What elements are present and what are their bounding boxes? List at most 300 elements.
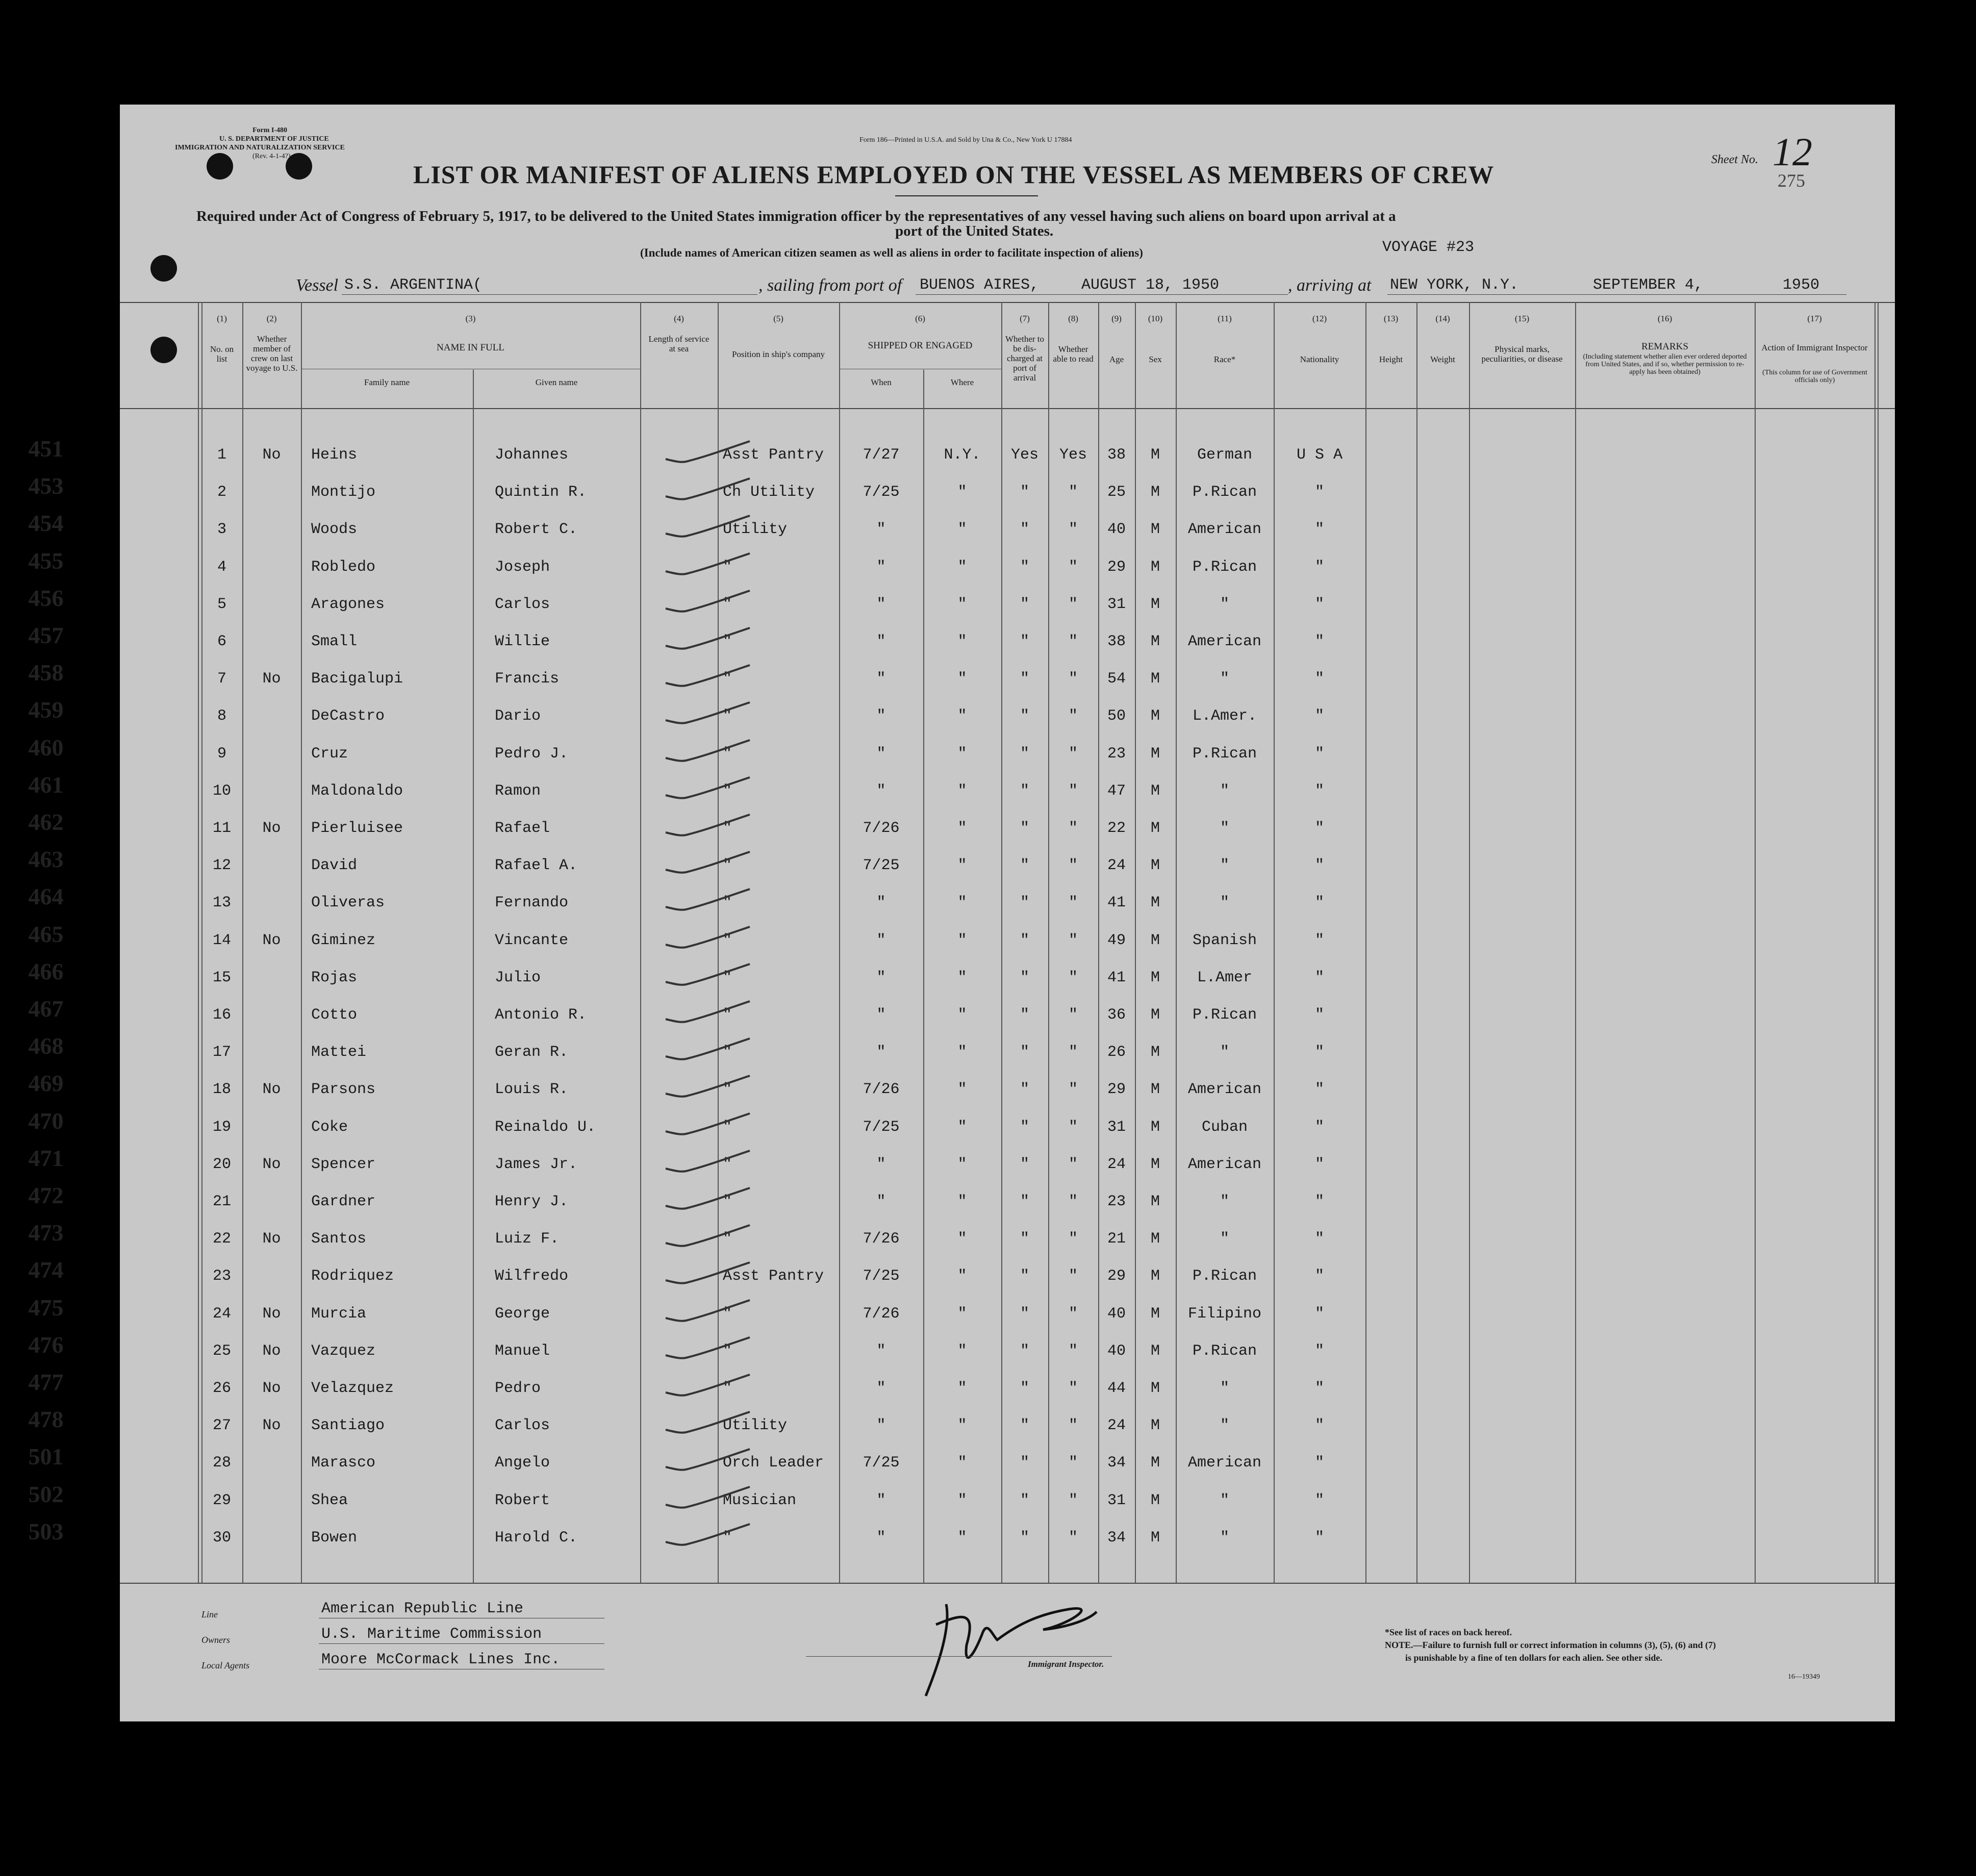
cell-family: Woods bbox=[311, 521, 358, 539]
handwritten-line-number: 453 bbox=[28, 473, 64, 499]
cell-where: " bbox=[957, 1454, 967, 1472]
cell-family: DeCastro bbox=[311, 707, 385, 725]
cell-family: Cotto bbox=[311, 1006, 358, 1024]
cell-no: 4 bbox=[217, 558, 226, 576]
cell-given: Angelo bbox=[495, 1454, 550, 1472]
cell-given: Fernando bbox=[495, 894, 569, 912]
col1-number: (1) bbox=[217, 314, 227, 323]
col12-header: Nationality bbox=[1300, 354, 1339, 364]
pencil-check-mark bbox=[655, 1108, 757, 1139]
cell-nat: " bbox=[1314, 1454, 1324, 1472]
cell-where: " bbox=[957, 1193, 967, 1210]
cell-family: Bacigalupi bbox=[311, 670, 403, 688]
inspector-label: Immigrant Inspector. bbox=[1028, 1659, 1104, 1669]
cell-nat: " bbox=[1314, 969, 1324, 986]
cell-given: Dario bbox=[495, 707, 541, 725]
cell-read: " bbox=[1068, 1230, 1078, 1248]
cell-family: Shea bbox=[311, 1491, 348, 1509]
handwritten-line-number: 451 bbox=[28, 436, 64, 462]
cell-family: Parsons bbox=[311, 1081, 376, 1099]
cell-no: 25 bbox=[212, 1342, 231, 1360]
cell-sex: M bbox=[1150, 1230, 1160, 1248]
cell-family: Vazquez bbox=[311, 1342, 376, 1360]
cell-when: " bbox=[876, 1155, 886, 1173]
cell-read: " bbox=[1068, 1417, 1078, 1435]
voyage-number: VOYAGE #23 bbox=[1382, 239, 1475, 256]
cell-where: " bbox=[957, 1267, 967, 1285]
cell-nat: " bbox=[1314, 1417, 1324, 1435]
table-row bbox=[28, 1257, 1895, 1299]
col1-header: No. on list bbox=[210, 344, 234, 364]
cell-no: 3 bbox=[217, 521, 226, 539]
handwritten-line-number: 503 bbox=[28, 1518, 64, 1544]
cell-race: " bbox=[1220, 1380, 1229, 1397]
cell-position: " bbox=[723, 1193, 732, 1210]
cell-nat: " bbox=[1314, 1305, 1324, 1323]
handwritten-line-number: 464 bbox=[28, 883, 64, 910]
cell-when: " bbox=[876, 1529, 886, 1547]
table-row bbox=[28, 1033, 1895, 1075]
cell-given: Henry J. bbox=[495, 1193, 569, 1210]
cell-position: " bbox=[723, 1529, 732, 1547]
cell-family: Mattei bbox=[311, 1044, 367, 1061]
cell-where: " bbox=[957, 1417, 967, 1435]
cell-given: Carlos bbox=[495, 595, 550, 613]
cell-race: P.Rican bbox=[1192, 1267, 1257, 1285]
cell-no: 2 bbox=[217, 484, 226, 501]
cell-where: " bbox=[957, 1380, 967, 1397]
cell-family: Pierluisee bbox=[311, 820, 403, 837]
cell-age: 31 bbox=[1107, 595, 1126, 613]
cell-race: P.Rican bbox=[1192, 745, 1257, 763]
cell-when: " bbox=[876, 1193, 886, 1210]
cell-given: George bbox=[495, 1305, 550, 1323]
handwritten-line-number: 469 bbox=[28, 1070, 64, 1097]
cell-no: 27 bbox=[212, 1417, 231, 1435]
cell-where: " bbox=[957, 1081, 967, 1099]
agents-value: Moore McCormack Lines Inc. bbox=[321, 1651, 561, 1668]
cell-when: 7/25 bbox=[863, 1267, 900, 1285]
cell-race: " bbox=[1220, 1193, 1229, 1210]
cell-no: 17 bbox=[212, 1044, 231, 1061]
col9-header: Age bbox=[1109, 354, 1124, 364]
cell-sex: M bbox=[1150, 782, 1160, 800]
cell-when: " bbox=[876, 1380, 886, 1397]
handwritten-line-number: 461 bbox=[28, 771, 64, 798]
cell-race: American bbox=[1187, 521, 1262, 539]
cell-nat: " bbox=[1314, 1267, 1324, 1285]
cell-race: American bbox=[1187, 1081, 1262, 1099]
handwritten-line-number: 477 bbox=[28, 1369, 64, 1395]
table-row bbox=[28, 1518, 1895, 1561]
cell-given: Francis bbox=[495, 670, 560, 688]
cell-given: Luiz F. bbox=[495, 1230, 560, 1248]
cell-given: Geran R. bbox=[495, 1044, 569, 1061]
col3-family-header: Family name bbox=[364, 377, 410, 387]
cell-race: " bbox=[1220, 1230, 1229, 1248]
cell-read: " bbox=[1068, 782, 1078, 800]
cell-when: " bbox=[876, 595, 886, 613]
form-number: Form I-480 bbox=[252, 126, 288, 134]
cell-disch: " bbox=[1020, 707, 1029, 725]
cell-given: Quintin R. bbox=[495, 484, 587, 501]
cell-position: " bbox=[723, 1380, 732, 1397]
cell-read: " bbox=[1068, 1044, 1078, 1061]
pencil-check-mark bbox=[655, 847, 757, 877]
cell-family: Santiago bbox=[311, 1417, 385, 1435]
cell-read: " bbox=[1068, 633, 1078, 650]
table-row bbox=[28, 436, 1895, 478]
cell-family: David bbox=[311, 857, 358, 875]
pencil-check-mark bbox=[655, 1295, 757, 1326]
cell-disch: " bbox=[1020, 1193, 1029, 1210]
cell-no: 29 bbox=[212, 1491, 231, 1509]
cell-sex: M bbox=[1150, 820, 1160, 837]
cell-age: 40 bbox=[1107, 1305, 1126, 1323]
table-row bbox=[28, 1070, 1895, 1112]
cell-sex: M bbox=[1150, 707, 1160, 725]
handwritten-line-number: 473 bbox=[28, 1220, 64, 1246]
cell-disch: Yes bbox=[1010, 446, 1038, 464]
cell-where: " bbox=[957, 931, 967, 949]
cell-where: " bbox=[957, 484, 967, 501]
col4-header: Length of service at sea bbox=[648, 334, 710, 353]
cell-read: " bbox=[1068, 1342, 1078, 1360]
cell-family: Santos bbox=[311, 1230, 367, 1248]
cell-age: 22 bbox=[1107, 820, 1126, 837]
cell-disch: " bbox=[1020, 595, 1029, 613]
table-row bbox=[28, 846, 1895, 889]
pencil-check-mark bbox=[655, 660, 757, 691]
cell-nat: " bbox=[1314, 820, 1324, 837]
table-row bbox=[28, 1145, 1895, 1187]
cell-disch: " bbox=[1020, 1380, 1029, 1397]
cell-where: " bbox=[957, 707, 967, 725]
col16-subheader: (Including statement whether alien ever ordered deported from United States, and if so, whether permission to re-apply has been obtained) bbox=[1583, 353, 1747, 376]
cell-race: " bbox=[1220, 820, 1229, 837]
table-row bbox=[28, 547, 1895, 590]
cell-given: Carlos bbox=[495, 1417, 550, 1435]
cell-nat: " bbox=[1314, 707, 1324, 725]
cell-given: Rafael bbox=[495, 820, 550, 837]
cell-sex: M bbox=[1150, 1417, 1160, 1435]
cell-prev: No bbox=[262, 1081, 281, 1099]
handwritten-line-number: 460 bbox=[28, 734, 64, 760]
cell-family: Maldonaldo bbox=[311, 782, 403, 800]
cell-nat: " bbox=[1314, 633, 1324, 650]
cell-race: P.Rican bbox=[1192, 558, 1257, 576]
cell-sex: M bbox=[1150, 1529, 1160, 1547]
cell-no: 1 bbox=[217, 446, 226, 464]
pencil-check-mark bbox=[655, 697, 757, 728]
pencil-check-mark bbox=[655, 1482, 757, 1512]
col8-number: (8) bbox=[1068, 314, 1078, 323]
cell-prev: No bbox=[262, 1230, 281, 1248]
agents-label: Local Agents bbox=[201, 1660, 250, 1670]
cell-position: Musician bbox=[723, 1491, 797, 1509]
cell-family: Heins bbox=[311, 446, 358, 464]
cell-age: 29 bbox=[1107, 1081, 1126, 1099]
sheet-label: Sheet No. bbox=[1711, 153, 1758, 166]
cell-no: 28 bbox=[212, 1454, 231, 1472]
cell-read: Yes bbox=[1059, 446, 1087, 464]
cell-where: " bbox=[957, 1529, 967, 1547]
cell-where: " bbox=[957, 1230, 967, 1248]
subtitle-1: Required under Act of Congress of February 5, 1917, to be delivered to the United States immigration officer by the representatives of any vessel having such aliens on board upon arrival at a bbox=[196, 208, 1396, 224]
handwritten-line-number: 501 bbox=[28, 1443, 64, 1470]
cell-disch: " bbox=[1020, 1118, 1029, 1136]
cell-position: " bbox=[723, 969, 732, 986]
cell-prev: No bbox=[262, 1417, 281, 1435]
cell-race: Cuban bbox=[1201, 1118, 1248, 1136]
cell-race: " bbox=[1220, 894, 1229, 912]
col3-number: (3) bbox=[465, 314, 476, 323]
col11-header: Race* bbox=[1213, 354, 1236, 364]
cell-sex: M bbox=[1150, 633, 1160, 650]
cell-family: Coke bbox=[311, 1118, 348, 1136]
cell-when: 7/26 bbox=[863, 1230, 900, 1248]
cell-nat: " bbox=[1314, 1118, 1324, 1136]
cell-read: " bbox=[1068, 670, 1078, 688]
cell-race: German bbox=[1197, 446, 1253, 464]
cell-where: " bbox=[957, 1006, 967, 1024]
cell-sex: M bbox=[1150, 521, 1160, 539]
cell-no: 22 bbox=[212, 1230, 231, 1248]
handwritten-line-number: 475 bbox=[28, 1294, 64, 1321]
cell-age: 49 bbox=[1107, 931, 1126, 949]
cell-sex: M bbox=[1150, 1305, 1160, 1323]
col3-given-header: Given name bbox=[535, 377, 578, 387]
cell-family: Small bbox=[311, 633, 358, 650]
cell-disch: " bbox=[1020, 782, 1029, 800]
cell-where: " bbox=[957, 782, 967, 800]
cell-given: Ramon bbox=[495, 782, 541, 800]
handwritten-line-number: 478 bbox=[28, 1406, 64, 1433]
handwritten-line-number: 465 bbox=[28, 921, 64, 947]
handwritten-line-number: 459 bbox=[28, 697, 64, 723]
cell-where: N.Y. bbox=[944, 446, 981, 464]
sailing-port: BUENOS AIRES, bbox=[920, 276, 1040, 294]
cell-disch: " bbox=[1020, 558, 1029, 576]
cell-when: 7/27 bbox=[863, 446, 900, 464]
cell-given: Joseph bbox=[495, 558, 550, 576]
cell-sex: M bbox=[1150, 1380, 1160, 1397]
cell-age: 40 bbox=[1107, 1342, 1126, 1360]
table-row bbox=[28, 1294, 1895, 1337]
cell-sex: M bbox=[1150, 1081, 1160, 1099]
cell-sex: M bbox=[1150, 558, 1160, 576]
pencil-check-mark bbox=[655, 511, 757, 541]
cell-race: American bbox=[1187, 633, 1262, 650]
cell-nat: " bbox=[1314, 670, 1324, 688]
col16-header: REMARKS bbox=[1641, 341, 1688, 352]
cell-age: 44 bbox=[1107, 1380, 1126, 1397]
cell-nat: " bbox=[1314, 1491, 1324, 1509]
cell-when: " bbox=[876, 894, 886, 912]
cell-disch: " bbox=[1020, 670, 1029, 688]
cell-family: Giminez bbox=[311, 931, 376, 949]
cell-read: " bbox=[1068, 707, 1078, 725]
cell-position: Utility bbox=[723, 1417, 788, 1435]
cell-no: 10 bbox=[212, 782, 231, 800]
cell-no: 14 bbox=[212, 931, 231, 949]
col9-number: (9) bbox=[1111, 314, 1122, 323]
cell-disch: " bbox=[1020, 484, 1029, 501]
cell-age: 25 bbox=[1107, 484, 1126, 501]
cell-read: " bbox=[1068, 1529, 1078, 1547]
cell-read: " bbox=[1068, 1193, 1078, 1210]
cell-given: Wilfredo bbox=[495, 1267, 569, 1285]
cell-position: " bbox=[723, 707, 732, 725]
cell-read: " bbox=[1068, 1454, 1078, 1472]
cell-race: P.Rican bbox=[1192, 484, 1257, 501]
cell-age: 21 bbox=[1107, 1230, 1126, 1248]
pencil-check-mark bbox=[655, 548, 757, 579]
stamp-number: 275 bbox=[1778, 170, 1805, 191]
cell-position: " bbox=[723, 931, 732, 949]
arriving-year: 1950 bbox=[1783, 276, 1820, 294]
sailing-label: , sailing from port of bbox=[758, 276, 902, 295]
cell-where: " bbox=[957, 1491, 967, 1509]
arriving-port: NEW YORK, N.Y. bbox=[1390, 276, 1519, 294]
cell-prev: No bbox=[262, 1305, 281, 1323]
cell-nat: " bbox=[1314, 521, 1324, 539]
cell-read: " bbox=[1068, 1155, 1078, 1173]
pencil-check-mark bbox=[655, 1444, 757, 1475]
cell-family: Cruz bbox=[311, 745, 348, 763]
cell-sex: M bbox=[1150, 446, 1160, 464]
cell-position: " bbox=[723, 782, 732, 800]
punch-hole bbox=[150, 255, 177, 282]
cell-prev: No bbox=[262, 670, 281, 688]
cell-sex: M bbox=[1150, 1342, 1160, 1360]
handwritten-line-number: 455 bbox=[28, 547, 64, 574]
arriving-date: SEPTEMBER 4, bbox=[1593, 276, 1704, 294]
cell-position: " bbox=[723, 595, 732, 613]
cell-read: " bbox=[1068, 558, 1078, 576]
cell-no: 12 bbox=[212, 857, 231, 875]
table-row bbox=[28, 921, 1895, 964]
pencil-check-mark bbox=[655, 1370, 757, 1400]
cell-sex: M bbox=[1150, 1155, 1160, 1173]
cell-family: Rojas bbox=[311, 969, 358, 986]
cell-sex: M bbox=[1150, 931, 1160, 949]
cell-where: " bbox=[957, 820, 967, 837]
note-penalty: NOTE.—Failure to furnish full or correct information in columns (3), (5), (6) and (7) bbox=[1385, 1640, 1716, 1650]
cell-given: Reinaldo U. bbox=[495, 1118, 596, 1136]
cell-no: 11 bbox=[212, 820, 231, 837]
cell-disch: " bbox=[1020, 1305, 1029, 1323]
cell-where: " bbox=[957, 894, 967, 912]
subtitle-3: (Include names of American citizen seamen as well as aliens in order to facilitate inspection of aliens) bbox=[640, 246, 1143, 259]
cell-disch: " bbox=[1020, 1491, 1029, 1509]
cell-nat: " bbox=[1314, 931, 1324, 949]
col7-header: Whether to be dis-charged at port of arrival bbox=[1005, 334, 1044, 383]
handwritten-line-number: 467 bbox=[28, 996, 64, 1022]
col17-number: (17) bbox=[1807, 314, 1822, 323]
cell-race: " bbox=[1220, 1529, 1229, 1547]
col16-number: (16) bbox=[1657, 314, 1673, 323]
cell-read: " bbox=[1068, 521, 1078, 539]
cell-nat: " bbox=[1314, 1155, 1324, 1173]
cell-age: 34 bbox=[1107, 1529, 1126, 1547]
cell-given: Antonio R. bbox=[495, 1006, 587, 1024]
note-penalty-continued: is punishable by a fine of ten dollars for each alien. See other side. bbox=[1405, 1653, 1662, 1663]
punch-hole bbox=[207, 153, 233, 180]
pencil-check-mark bbox=[655, 1071, 757, 1101]
cell-no: 23 bbox=[212, 1267, 231, 1285]
cell-sex: M bbox=[1150, 857, 1160, 875]
col6-when-header: When bbox=[871, 377, 892, 387]
cell-disch: " bbox=[1020, 1454, 1029, 1472]
cell-position: " bbox=[723, 670, 732, 688]
cell-position: " bbox=[723, 558, 732, 576]
pencil-check-mark bbox=[655, 1146, 757, 1176]
cell-nat: " bbox=[1314, 1081, 1324, 1099]
cell-read: " bbox=[1068, 820, 1078, 837]
cell-race: " bbox=[1220, 1491, 1229, 1509]
cell-family: Velazquez bbox=[311, 1380, 394, 1397]
handwritten-line-number: 463 bbox=[28, 846, 64, 873]
pencil-check-mark bbox=[655, 1407, 757, 1437]
cell-age: 41 bbox=[1107, 894, 1126, 912]
table-row bbox=[28, 771, 1895, 814]
cell-read: " bbox=[1068, 1267, 1078, 1285]
col5-number: (5) bbox=[773, 314, 783, 323]
cell-age: 29 bbox=[1107, 1267, 1126, 1285]
cell-where: " bbox=[957, 1305, 967, 1323]
col14-number: (14) bbox=[1435, 314, 1450, 323]
cell-age: 31 bbox=[1107, 1491, 1126, 1509]
col13-number: (13) bbox=[1383, 314, 1399, 323]
cell-nat: " bbox=[1314, 1193, 1324, 1210]
cell-position: Ch Utility bbox=[723, 484, 815, 501]
table-row bbox=[28, 1443, 1895, 1486]
col17-header: Action of Immigrant Inspector bbox=[1761, 343, 1868, 352]
cell-sex: M bbox=[1150, 1044, 1160, 1061]
cell-nat: " bbox=[1314, 1380, 1324, 1397]
table-row bbox=[28, 1220, 1895, 1262]
table-row bbox=[28, 734, 1895, 777]
revision: (Rev. 4-1-4?) bbox=[252, 153, 291, 160]
line-label: Line bbox=[201, 1609, 218, 1619]
cell-when: " bbox=[876, 931, 886, 949]
printer-line: Form 186—Printed in U.S.A. and Sold by Una & Co., New York U 17884 bbox=[859, 136, 1072, 144]
cell-no: 26 bbox=[212, 1380, 231, 1397]
cell-where: " bbox=[957, 521, 967, 539]
cell-no: 16 bbox=[212, 1006, 231, 1024]
cell-when: 7/26 bbox=[863, 1305, 900, 1323]
cell-no: 18 bbox=[212, 1081, 231, 1099]
cell-read: " bbox=[1068, 595, 1078, 613]
pencil-check-mark bbox=[655, 1257, 757, 1288]
cell-no: 24 bbox=[212, 1305, 231, 1323]
pencil-check-mark bbox=[655, 809, 757, 840]
cell-where: " bbox=[957, 969, 967, 986]
cell-nat: " bbox=[1314, 595, 1324, 613]
cell-read: " bbox=[1068, 1380, 1078, 1397]
col10-header: Sex bbox=[1149, 354, 1162, 364]
table-row bbox=[28, 697, 1895, 739]
cell-age: 29 bbox=[1107, 558, 1126, 576]
cell-position: " bbox=[723, 1230, 732, 1248]
cell-when: " bbox=[876, 558, 886, 576]
department: U. S. DEPARTMENT OF JUSTICE bbox=[219, 135, 329, 143]
cell-nat: " bbox=[1314, 745, 1324, 763]
cell-age: 24 bbox=[1107, 857, 1126, 875]
punch-hole bbox=[150, 337, 177, 363]
cell-prev: No bbox=[262, 1380, 281, 1397]
